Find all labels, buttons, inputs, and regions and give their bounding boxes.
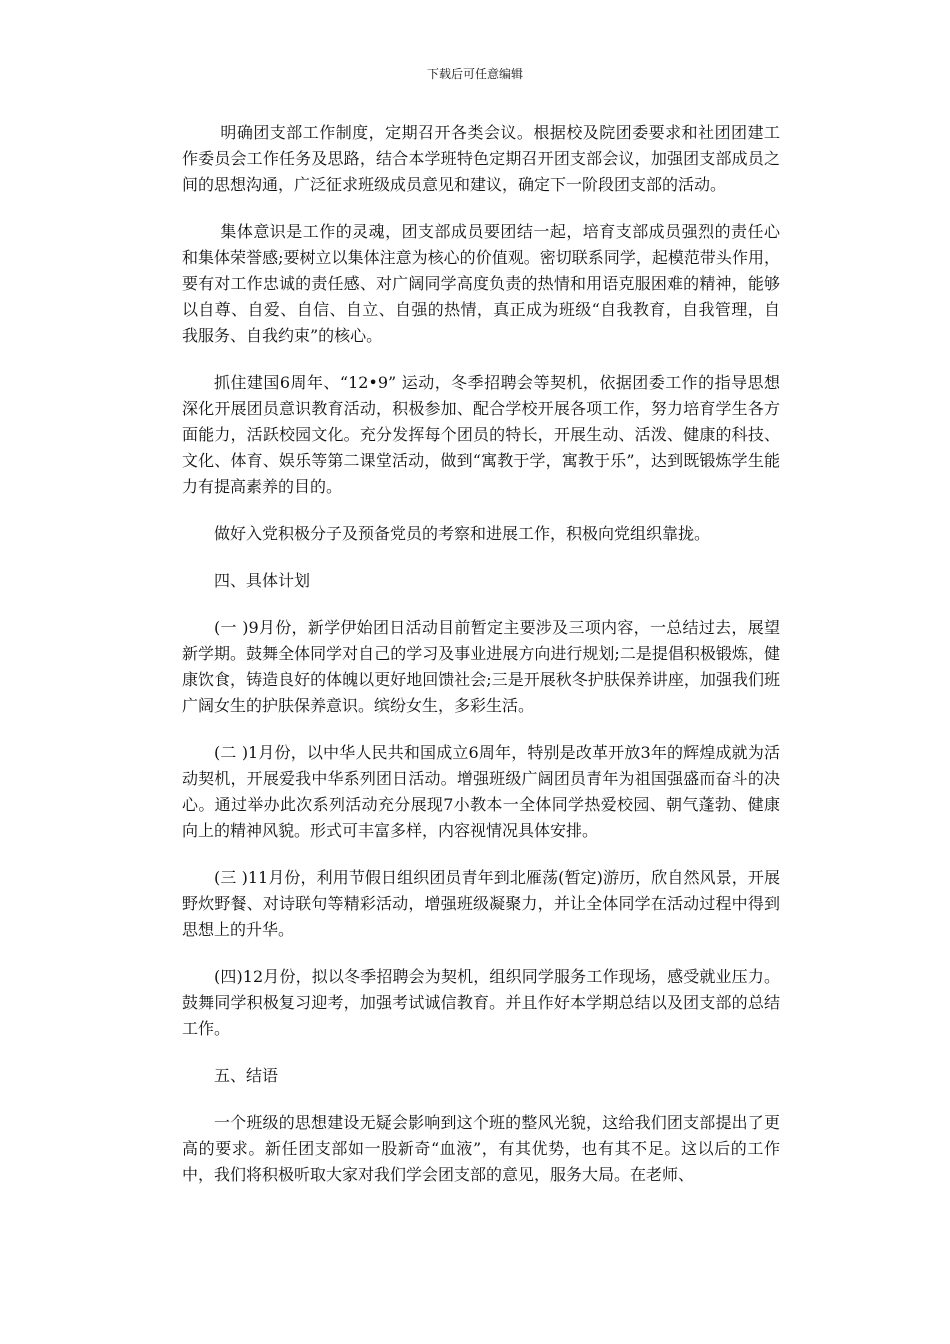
- paragraph-plan-december: (四)12月份，拟以冬季招聘会为契机，组织同学服务工作现场，感受就业压力。鼓舞同学积极复习迎考，加强考试诚信教育。并且作好本学期总结以及团支部的总结工作。: [182, 967, 780, 1038]
- paragraph-plan-october: (二 )1月份，以中华人民共和国成立6周年，特别是改革开放3年的辉煌成就为活动契机，开展爱我中华系列团日活动。增强班级广阔团员青年为祖国强盛而奋斗的决心。通过举办此次系列活动充分展现7小教本一全体同学热爱校园、朝气蓬勃、健康向上的精神风貌。形式可丰富多样，内容视情况具体安排。: [182, 743, 780, 840]
- paragraph-conclusion: 一个班级的思想建设无疑会影响到这个班的整风光貌，这给我们团支部提出了更高的要求。新任团支部如一股新奇“血液”，有其优势，也有其不足。这以后的工作中，我们将积极听取大家对我们学会团支部的意见，服务大局。在老师、: [182, 1113, 780, 1184]
- document-body: [182, 120, 780, 1209]
- section-heading-conclusion: 五、结语: [214, 1066, 279, 1085]
- paragraph-education-activities: 抓住建国6周年、“12•9” 运动，冬季招聘会等契机，依据团委工作的指导思想深化开展团员意识教育活动，积极参加、配合学校开展各项工作，努力培育学生各方面能力，活跃校园文化。充分发挥每个团员的特长，开展生动、活泼、健康的科技、文化、体育、娱乐等第二课堂活动，做到“寓教于学，寓教于乐”，达到既锻炼学生能力有提高素养的目的。: [182, 373, 780, 496]
- paragraph-plan-september: (一 )9月份，新学伊始团日活动目前暂定主要涉及三项内容，一总结过去，展望新学期。鼓舞全体同学对自己的学习及事业进展方向进行规划;二是提倡积极锻炼，健康饮食，铸造良好的体魄以更好地回馈社会;三是开展秋冬护肤保养讲座，加强我们班广阔女生的护肤保养意识。缤纷女生，多彩生活。: [182, 618, 780, 715]
- paragraph-collective-awareness: 集体意识是工作的灵魂，团支部成员要团结一起，培育支部成员强烈的责任心和集体荣誉感;要树立以集体注意为核心的价值观。密切联系同学，起模范带头作用，要有对工作忠诚的责任感、对广阔同学高度负责的热情和用语克服困难的精神，能够以自尊、自爱、自信、自立、自强的热情，真正成为班级“自我教育，自我管理，自我服务、自我约束”的核心。: [182, 222, 780, 345]
- page-header: 下载后可任意编辑: [426, 67, 523, 81]
- section-heading-plan: 四、具体计划: [214, 571, 311, 590]
- paragraph-party-activists: 做好入党积极分子及预备党员的考察和进展工作，积极向党组织靠拢。: [214, 524, 711, 543]
- paragraph-meeting-system: 明确团支部工作制度，定期召开各类会议。根据校及院团委要求和社团团建工作委员会工作任务及思路，结合本学班特色定期召开团支部会议，加强团支部成员之间的思想沟通，广泛征求班级成员意见和建议，确定下一阶段团支部的活动。: [182, 123, 780, 194]
- paragraph-plan-november: (三 )11月份，利用节假日组织团员青年到北雁荡(暂定)游历，欣自然风景，开展野炊野餐、对诗联句等精彩活动，增强班级凝聚力，并让全体同学在活动过程中得到思想上的升华。: [182, 868, 780, 939]
